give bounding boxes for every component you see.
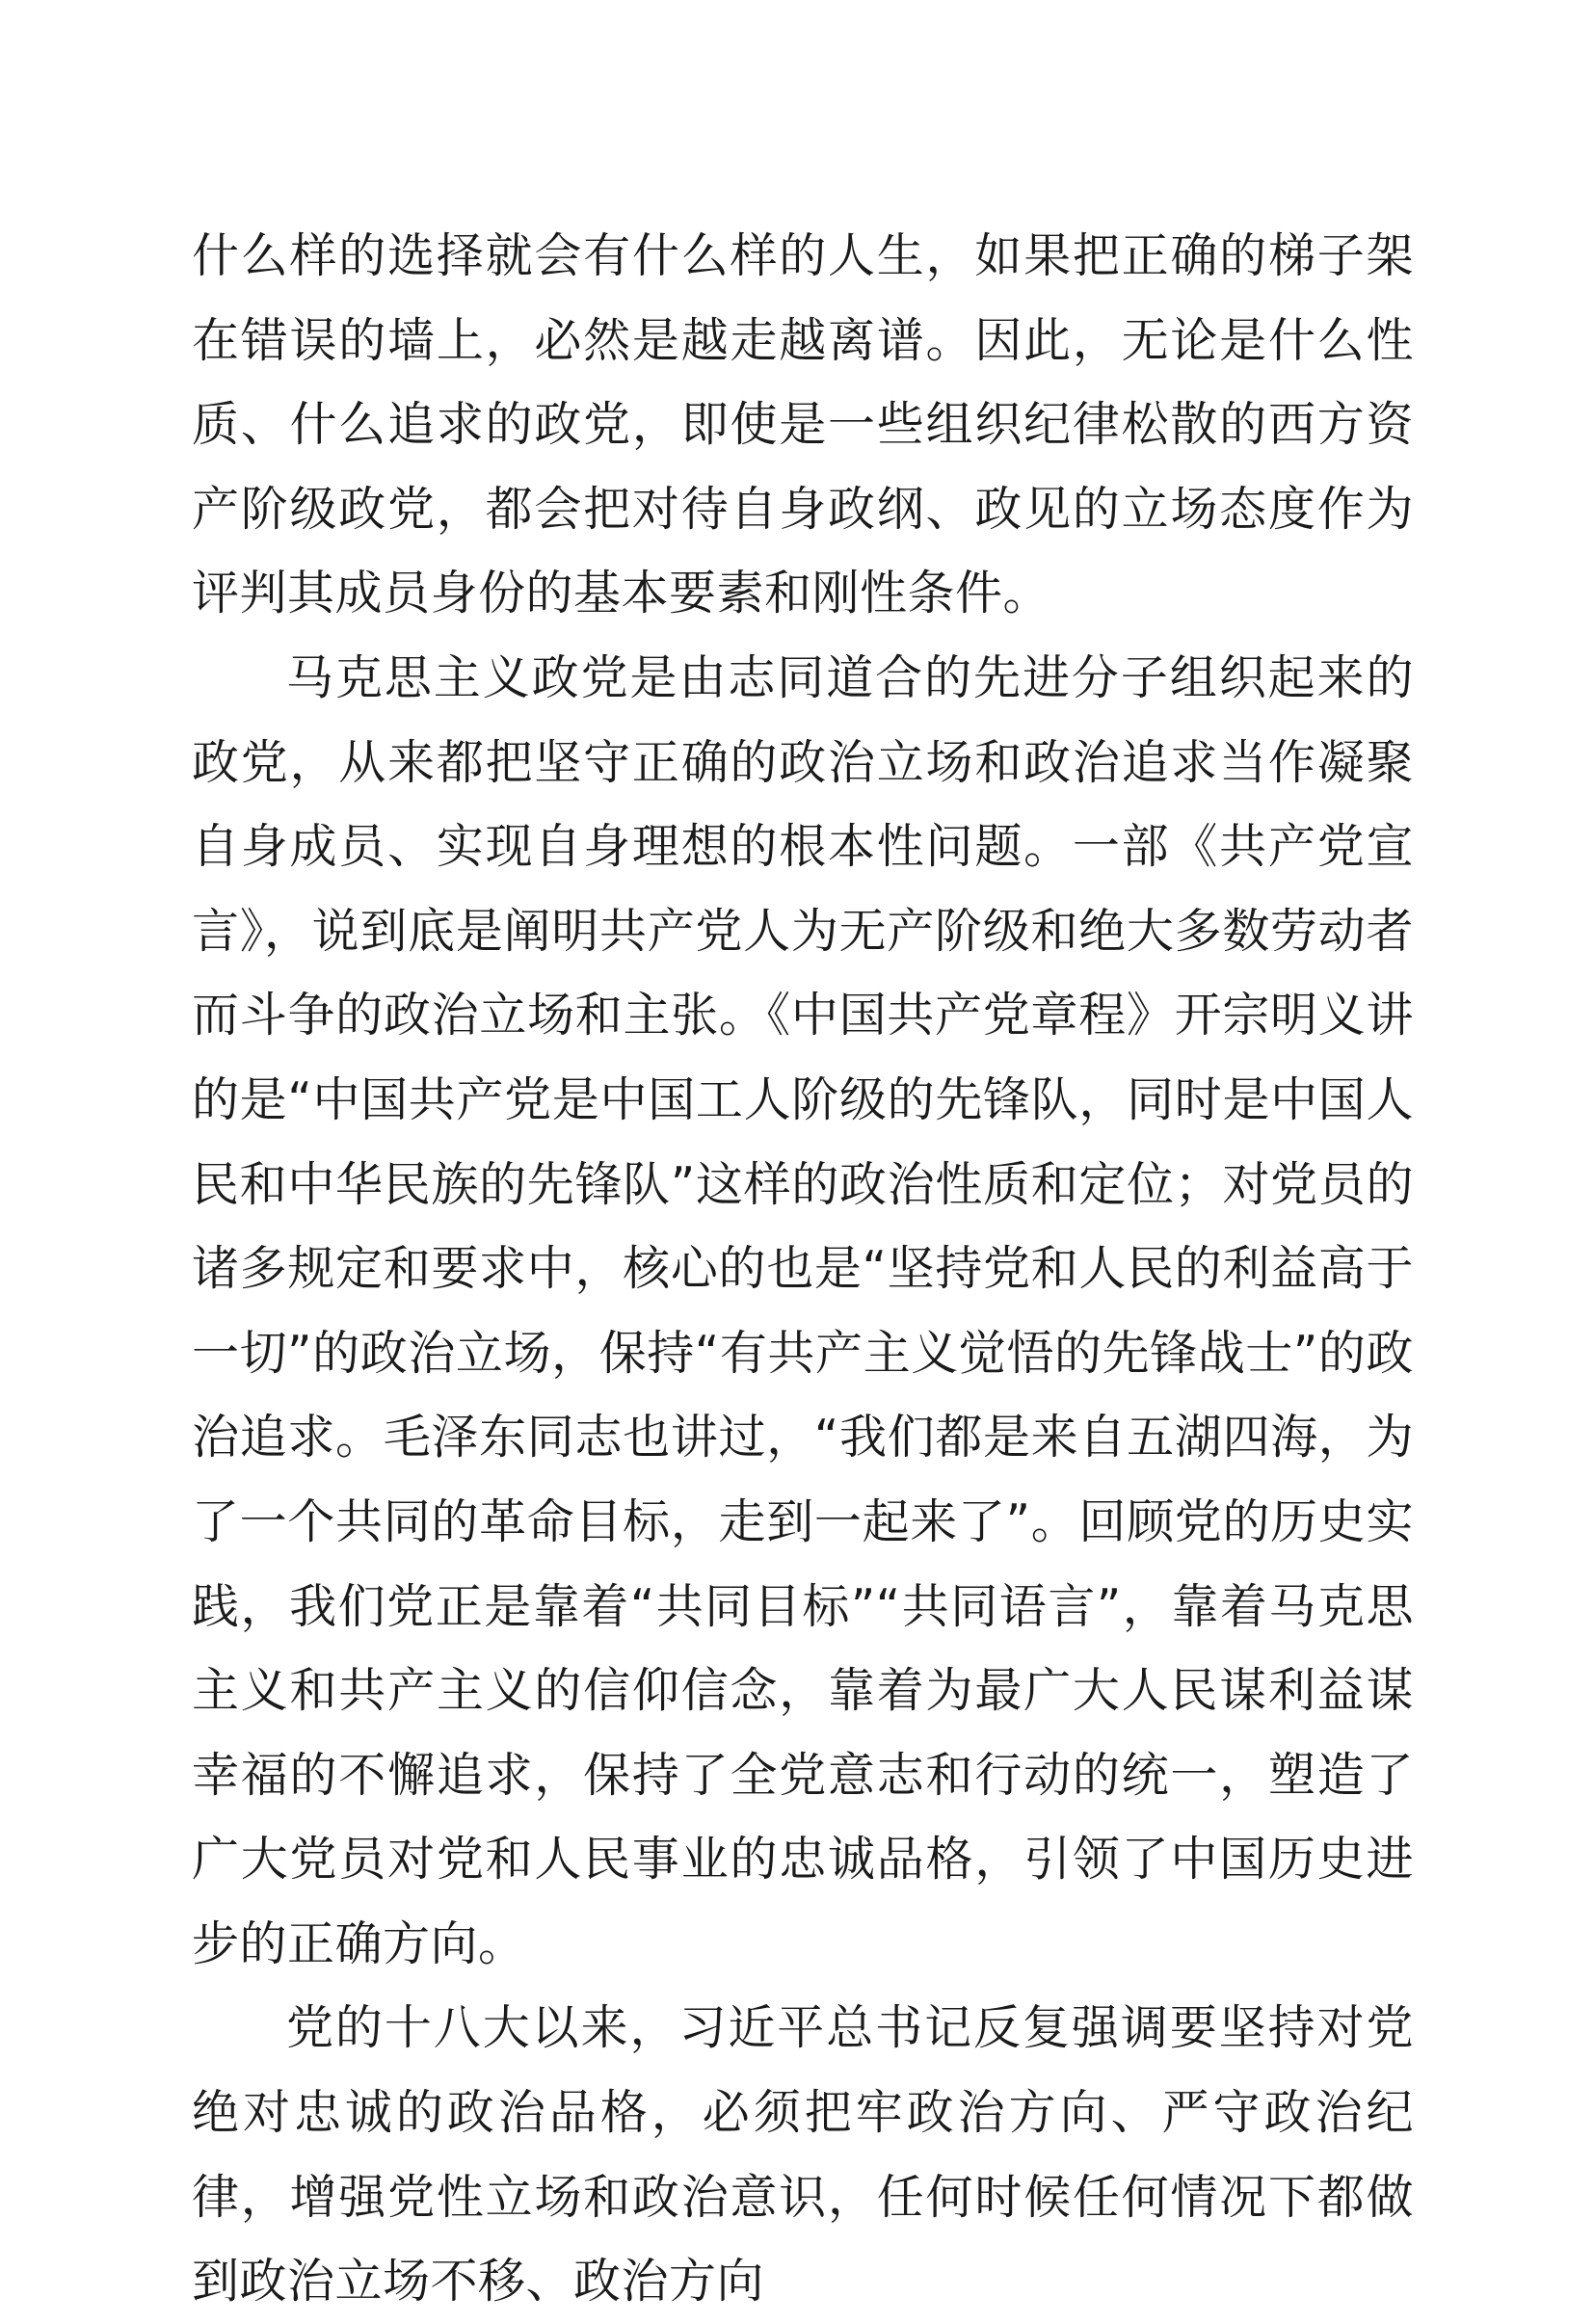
paragraph-continuation: 什么样的选择就会有什么样的人生，如果把正确的梯子架在错误的墙上，必然是越走越离谱。因此，无论是什么性质、什么追求的政党，即使是一些组织纪律松散的西方资产阶级政党，都会把对待自身政纲、政见的立场态度作为评判其成员身份的基本要素和刚性条件。 <box>192 228 1414 621</box>
paragraph-eighteenth-congress: 党的十八大以来，习近平总书记反复强调要坚持对党绝对忠诚的政治品格，必须把牢政治方向、严守政治纪律，增强党性立场和政治意识，任何时候任何情况下都做到政治立场不移、政治方向 <box>192 2000 1414 2310</box>
paragraph-marxist-party: 马克思主义政党是由志同道合的先进分子组织起来的政党，从来都把坚守正确的政治立场和政治追求当作凝聚自身成员、实现自身理想的根本性问题。一部《共产党宣言》，说到底是阐明共产党人为无产阶级和绝大多数劳动者而斗争的政治立场和主张。《中国共产党章程》开宗明义讲的是“中国共产党是中国工人阶级的先锋队，同时是中国人民和中华民族的先锋队”这样的政治性质和定位；对党员的诸多规定和要求中，核心的也是“坚持党和人民的利益高于一切”的政治立场，保持“有共产主义觉悟的先锋战士”的政治追求。毛泽东同志也讲过，“我们都是来自五湖四海，为了一个共同的革命目标，走到一起来了”。回顾党的历史实践，我们党正是靠着“共同目标”“共同语言”，靠着马克思主义和共产主义的信仰信念，靠着为最广大人民谋利益谋幸福的不懈追求，保持了全党意志和行动的统一，塑造了广大党员对党和人民事业的忠诚品格，引领了中国历史进步的正确方向。 <box>192 649 1414 1971</box>
document-body <box>192 214 1414 2324</box>
